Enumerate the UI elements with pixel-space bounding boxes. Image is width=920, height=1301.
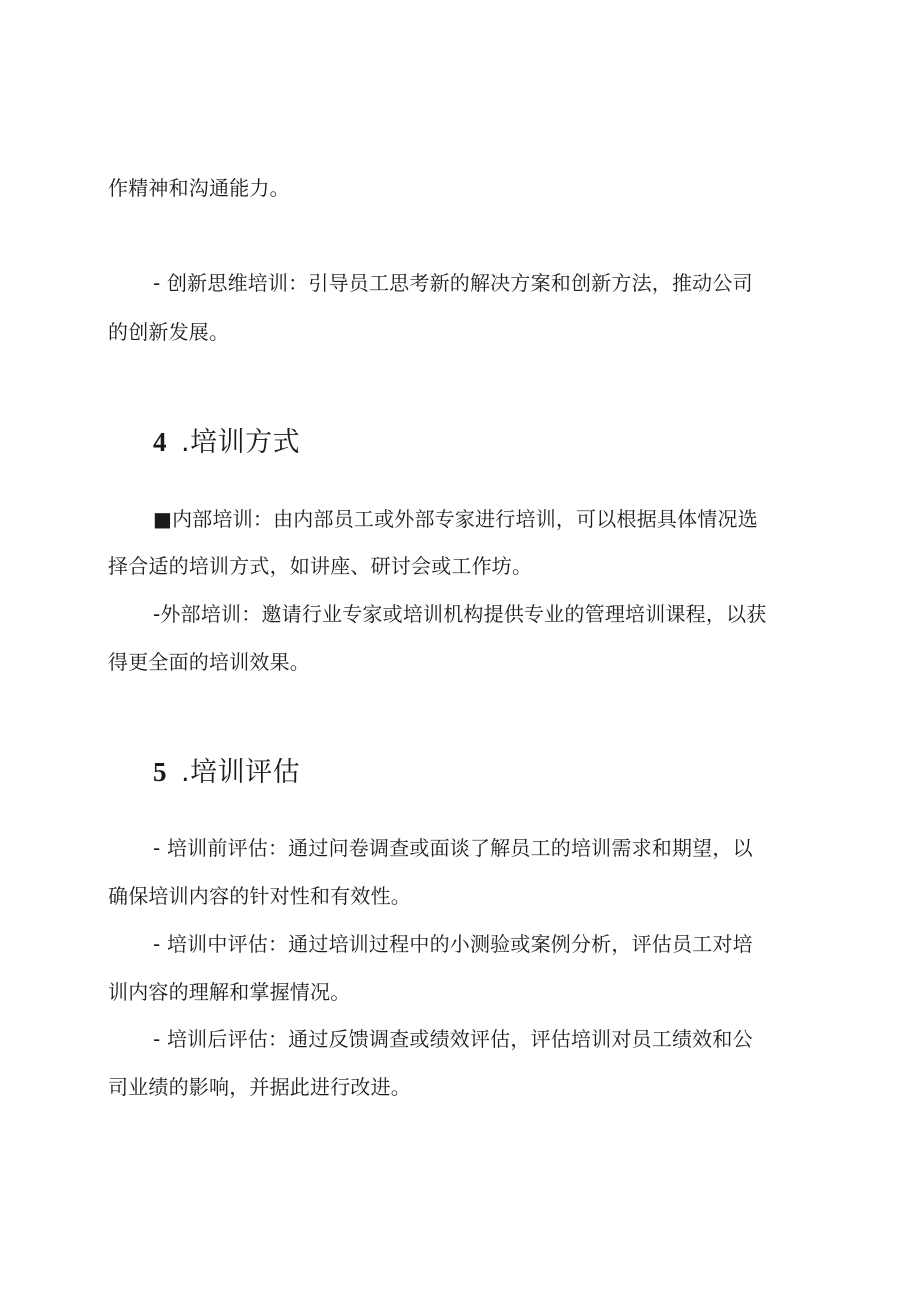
paragraph-pre-training-eval-line2: 确保培训内容的针对性和有效性。 <box>108 884 411 908</box>
paragraph-internal-training-line2: 择合适的培训方式，如讲座、研讨会或工作坊。 <box>108 554 533 578</box>
paragraph-mid-training-eval-line1: - 培训中评估：通过培训过程中的小测验或案例分析，评估员工对培 <box>153 932 753 956</box>
paragraph-teamwork-continuation: 作精神和沟通能力。 <box>108 176 290 200</box>
paragraph-innovation-training-line1: - 创新思维培训：引导员工思考新的解决方案和创新方法，推动公司 <box>153 271 753 295</box>
paragraph-mid-training-eval-line2: 训内容的理解和掌握情况。 <box>108 980 351 1004</box>
section-heading-training-methods <box>153 426 300 459</box>
section-heading-training-evaluation <box>153 756 300 789</box>
paragraph-post-training-eval-line2: 司业绩的影响，并据此进行改进。 <box>108 1075 411 1099</box>
paragraph-internal-training-line1: ■内部培训：由内部员工或外部专家进行培训，可以根据具体情况选 <box>153 507 758 531</box>
section-title: .培训方式 <box>181 427 301 458</box>
section-number: 4 <box>153 427 167 457</box>
section-number: 5 <box>153 757 167 787</box>
paragraph-post-training-eval-line1: - 培训后评估：通过反馈调查或绩效评估，评估培训对员工绩效和公 <box>153 1027 753 1051</box>
section-title: .培训评估 <box>181 757 301 788</box>
paragraph-innovation-training-line2: 的创新发展。 <box>108 320 230 344</box>
paragraph-pre-training-eval-line1: - 培训前评估：通过问卷调查或面谈了解员工的培训需求和期望，以 <box>153 836 753 860</box>
paragraph-external-training-line2: 得更全面的培训效果。 <box>108 650 310 674</box>
paragraph-external-training-line1: -外部培训：邀请行业专家或培训机构提供专业的管理培训课程，以获 <box>153 602 767 626</box>
